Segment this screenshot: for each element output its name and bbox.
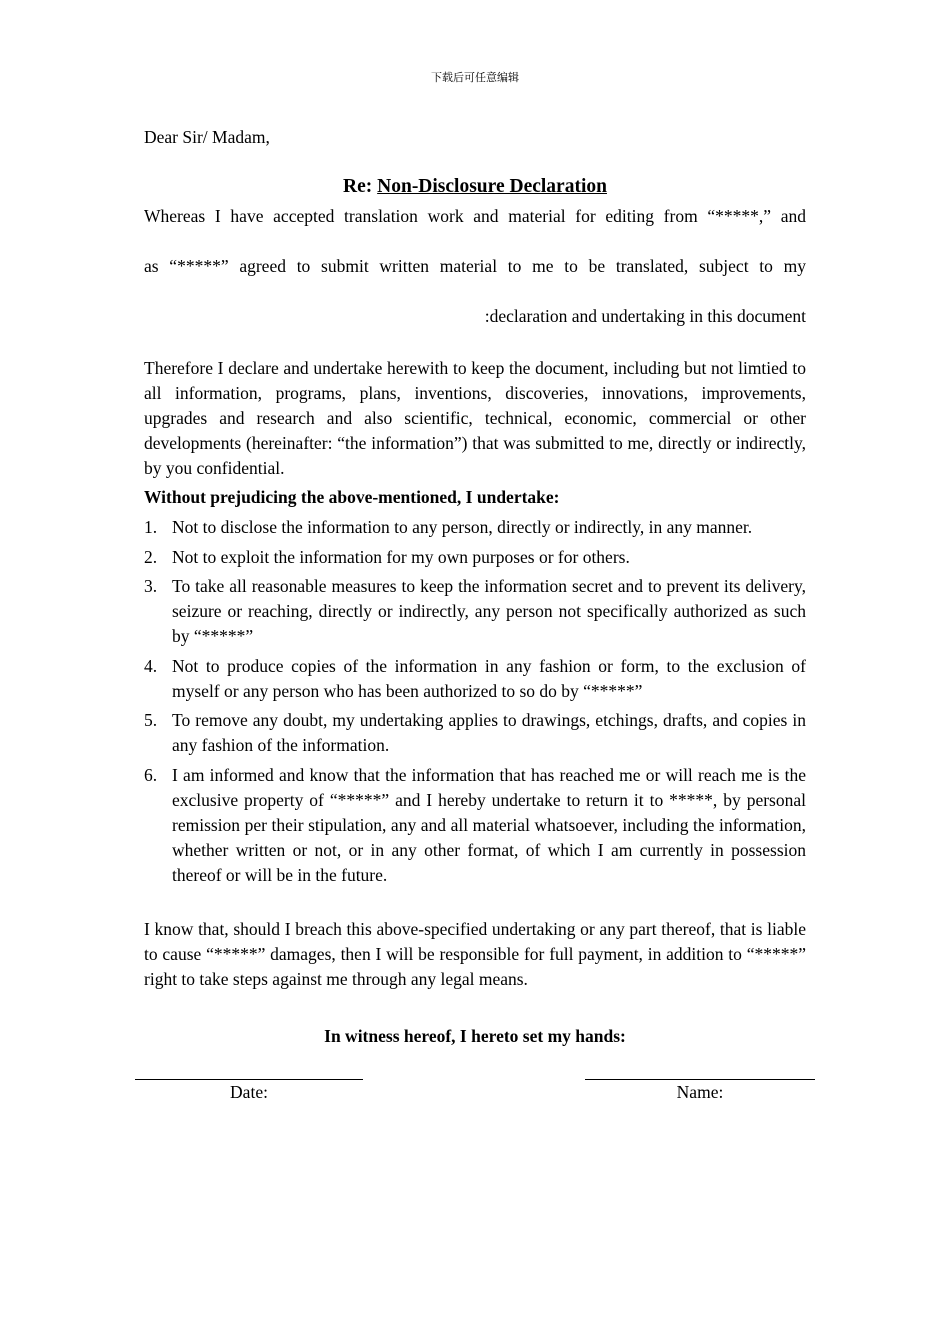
list-item-number: 2. <box>144 546 158 567</box>
list-item-text: I am informed and know that the information that has reached me or will reach me is the exclusive property of “*****” and I hereby undertake to return it to *****, by personal remission per their stipulation, any and all material whatsoever, including the information, whether written or not, or in any other format, of which I am currently in possession thereof or will be in the future. <box>172 764 806 885</box>
whereas-paragraph <box>144 204 806 354</box>
name-label: Name: <box>676 1082 724 1102</box>
list-item-text: Not to disclose the information to any person, directly or indirectly, in any manner. <box>172 517 753 537</box>
page-title <box>144 174 806 199</box>
list-item <box>144 708 806 758</box>
list-item-text: To take all reasonable measures to keep the information secret and to prevent its delivery, seizure or reaching, directly or indirectly, any person not specifically authorized as such by “*****” <box>172 576 806 646</box>
whereas-line-3: :declaration and undertaking in this document <box>484 306 806 326</box>
list-item-text: Not to produce copies of the information in any fashion or form, to the exclusion of myself or any person who has been authorized to so do by “*****” <box>172 655 806 701</box>
date-signature-line <box>135 1079 363 1103</box>
list-item <box>144 545 806 570</box>
liability-paragraph: I know that, should I breach this above-specified undertaking or any part thereof, that is liable to cause “*****” damages, then I will be responsible for full payment, in addition to “*****” right to take steps against me through any legal means. <box>144 919 806 989</box>
therefore-paragraph: Therefore I declare and undertake herewith to keep the document, including but not limtied to all information, programs, plans, inventions, discoveries, innovations, improvements, upgrades and research and also scientific, technical, economic, commercial or other developments (hereinafter: “the information”) that was submitted to me, directly or indirectly, by you confidential. <box>144 358 806 478</box>
name-signature-line <box>585 1079 815 1103</box>
salutation: Dear Sir/ Madam, <box>144 127 270 147</box>
whereas-line-2: as “*****” agreed to submit written material to me to be translated, subject to my <box>144 256 806 276</box>
title-prefix: Re: <box>343 176 378 197</box>
list-item-number: 5. <box>144 710 158 730</box>
list-item <box>144 574 806 649</box>
list-item-number: 1. <box>144 517 158 537</box>
list-item <box>144 654 806 704</box>
list-item-text: To remove any doubt, my undertaking applies to drawings, etchings, drafts, and copies in any fashion of the information. <box>172 710 806 755</box>
undertakings-list <box>144 515 806 892</box>
list-item-number: 6. <box>144 764 158 785</box>
whereas-line-1: Whereas I have accepted translation work and material for editing from “*****,” and <box>144 206 806 226</box>
witness-statement: In witness hereof, I hereto set my hands: <box>324 1026 626 1046</box>
list-item <box>144 763 806 888</box>
title-subject: Non-Disclosure Declaration <box>377 176 607 197</box>
list-item-text: Not to exploit the information for my own purposes or for others. <box>172 546 630 567</box>
list-item-number: 4. <box>144 655 158 676</box>
undertake-heading: Without prejudicing the above-mentioned, I undertake: <box>144 487 560 507</box>
list-item <box>144 515 806 540</box>
date-label: Date: <box>230 1082 268 1102</box>
header-note: 下载后可任意编辑 <box>431 71 519 84</box>
list-item-number: 3. <box>144 576 158 596</box>
